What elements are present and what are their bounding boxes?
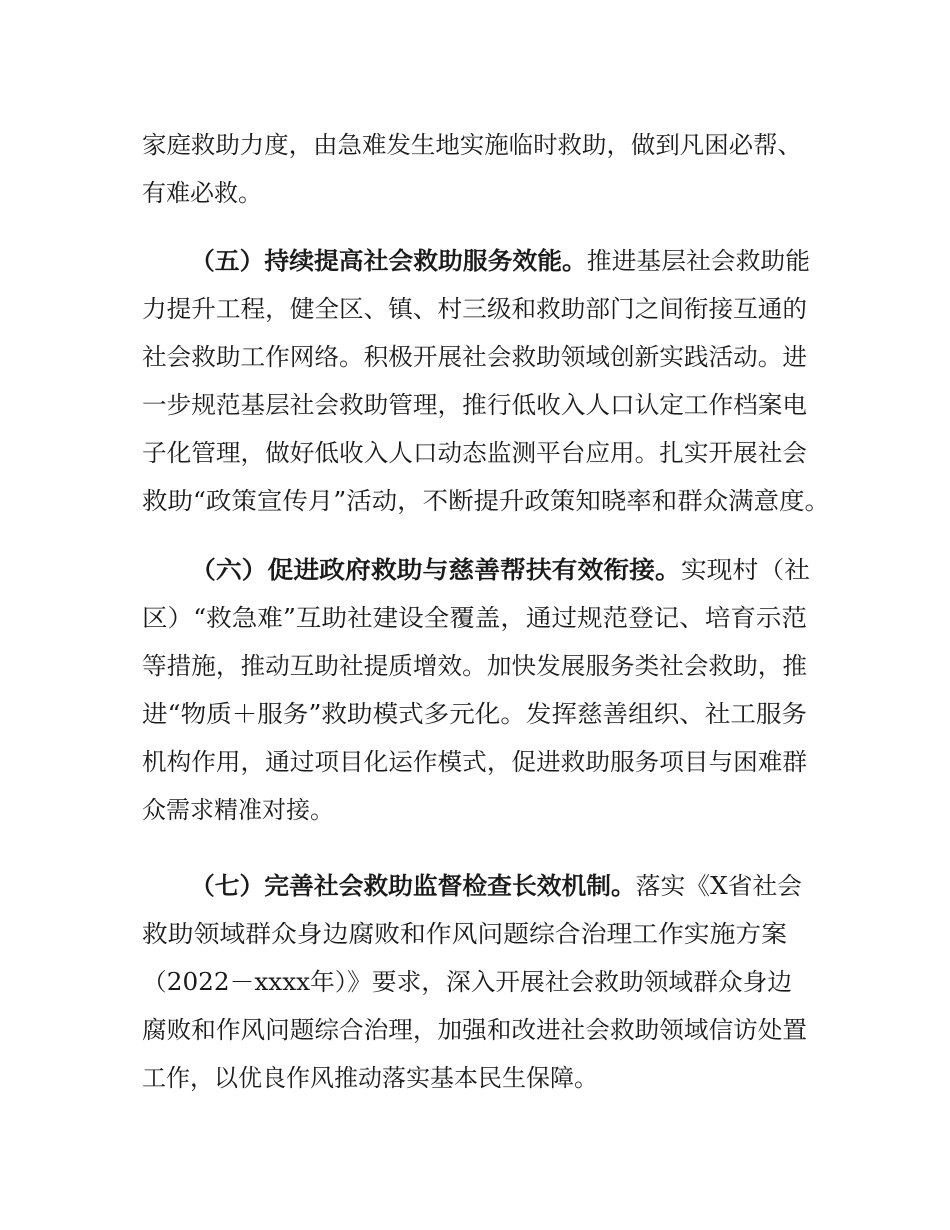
text-line bbox=[0, 121, 950, 169]
paragraph-text: 工作，以优良作风推动落实基本民生保障。 bbox=[142, 1064, 598, 1092]
text-line bbox=[0, 285, 950, 333]
text-line bbox=[0, 477, 950, 525]
paragraph-text: 救助“政策宣传月”活动，不断提升政策知晓率和群众满意度。 bbox=[142, 487, 830, 515]
paragraph-text: 家庭救助力度，由急难发生地实施临时救助，做到凡困必帮、 bbox=[142, 131, 803, 159]
paragraph-text: 社会救助工作网络。积极开展社会救助领域创新实践活动。进 bbox=[142, 343, 808, 371]
text-line bbox=[0, 642, 950, 690]
paragraph-text: 力提升工程，健全区、镇、村三级和救助部门之间衔接互通的 bbox=[142, 295, 808, 323]
text-line bbox=[0, 738, 950, 786]
section-heading-5: （五）持续提高社会救助服务效能。 bbox=[190, 247, 587, 275]
text-line bbox=[0, 237, 950, 285]
text-line bbox=[0, 786, 950, 834]
paragraph-text: 等措施，推动互助社提质增效。加快发展服务类社会救助，推 bbox=[142, 652, 808, 680]
paragraph-text: 落实《X省社会 bbox=[635, 872, 802, 900]
section-heading-7: （七）完善社会救助监督检查长效机制。 bbox=[190, 872, 636, 900]
paragraph-first-line bbox=[190, 546, 810, 594]
text-line bbox=[0, 594, 950, 642]
text-line bbox=[0, 910, 950, 958]
text-line bbox=[0, 546, 950, 594]
paragraph-text: 区）“救急难”互助社建设全覆盖，通过规范登记、培育示范 bbox=[142, 604, 808, 632]
paragraph-first-line bbox=[190, 862, 802, 910]
text-line bbox=[0, 862, 950, 910]
paragraph-text: 有难必救。 bbox=[142, 179, 262, 207]
text-line bbox=[0, 690, 950, 738]
text-line bbox=[0, 429, 950, 477]
paragraph-text: 腐败和作风问题综合治理，加强和改进社会救助领域信访处置 bbox=[142, 1016, 808, 1044]
text-line bbox=[0, 333, 950, 381]
paragraph-text: 进“物质＋服务”救助模式多元化。发挥慈善组织、社工服务 bbox=[142, 700, 808, 728]
paragraph-text: 机构作用，通过项目化运作模式，促进救助服务项目与困难群 bbox=[142, 748, 808, 776]
paragraph-text: 实现村（社 bbox=[680, 556, 810, 584]
paragraph-text: 众需求精准对接。 bbox=[142, 796, 334, 824]
paragraph-text: 子化管理，做好低收入人口动态监测平台应用。扎实开展社会 bbox=[142, 439, 808, 467]
paragraph-text: 一步规范基层社会救助管理，推行低收入人口认定工作档案电 bbox=[142, 391, 808, 419]
paragraph-text: 救助领域群众身边腐败和作风问题综合治理工作实施方案 bbox=[142, 920, 787, 948]
section-heading-6: （六）促进政府救助与慈善帮扶有效衔接。 bbox=[190, 556, 681, 584]
text-line bbox=[0, 381, 950, 429]
text-line bbox=[0, 1054, 950, 1102]
paragraph-text: （2022－xxxx年）》要求，深入开展社会救助领域群众身边 bbox=[142, 968, 792, 996]
text-line bbox=[0, 958, 950, 1006]
text-line bbox=[0, 169, 950, 217]
paragraph-first-line bbox=[190, 237, 810, 285]
text-line bbox=[0, 1006, 950, 1054]
paragraph-text: 推进基层社会救助能 bbox=[586, 247, 810, 275]
